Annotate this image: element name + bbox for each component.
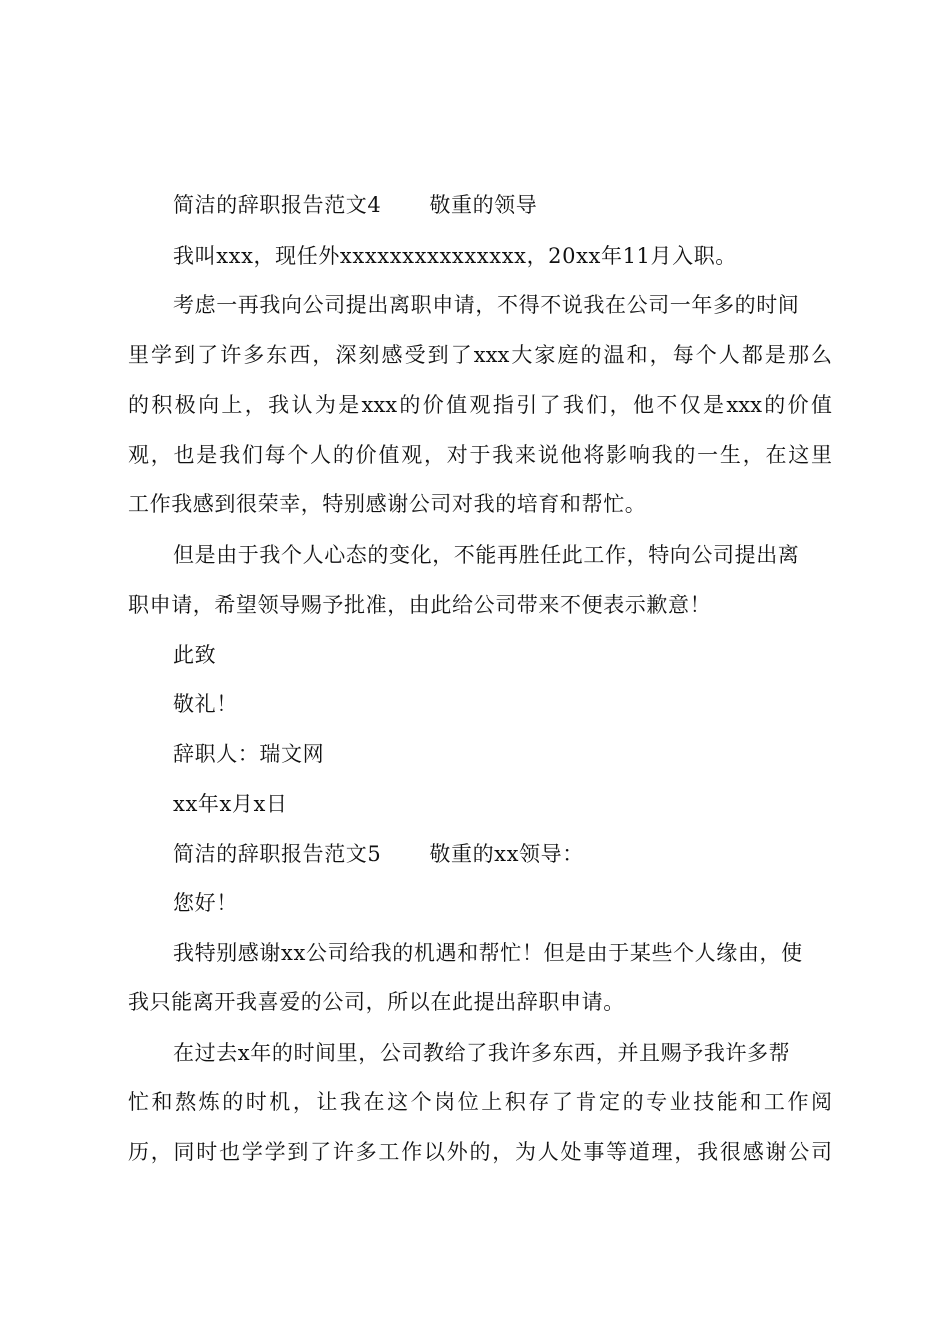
letter-4-closing-2: 敬礼！ xyxy=(173,692,238,716)
letter-4-intro: 我叫xxx，现任外xxxxxxxxxxxxxxx，20xx年11月入职。 xyxy=(173,244,737,268)
letter-4-paragraph-2-line-1: 考虑一再我向公司提出离职申请，不得不说我在公司一年多的时间 xyxy=(173,293,800,317)
heading-4-title: 简洁的辞职报告范文4 xyxy=(173,193,382,217)
heading-4-salutation: 敬重的领导 xyxy=(429,193,538,217)
letter-5-paragraph-1-line-2: 我只能离开我喜爱的公司，所以在此提出辞职申请。 xyxy=(128,990,625,1014)
letter-5-greeting: 您好！ xyxy=(173,891,238,915)
heading-5-title: 简洁的辞职报告范文5 xyxy=(173,842,382,866)
letter-5-paragraph-2-line-3: 历，同时也学学到了许多工作以外的，为人处事等道理，我很感谢公司 xyxy=(128,1140,832,1164)
letter-4-closing-1: 此致 xyxy=(173,643,217,667)
letter-4-paragraph-3-line-2: 职申请，希望领导赐予批准，由此给公司带来不便表示歉意！ xyxy=(128,593,712,617)
letter-4-paragraph-2-line-2: 里学到了许多东西，深刻感受到了xxx大家庭的温和，每个人都是那么 xyxy=(128,343,832,367)
heading-5 xyxy=(173,842,584,866)
letter-4-signer: 辞职人：瑞文网 xyxy=(173,742,325,766)
letter-4-date: xx年x月x日 xyxy=(173,792,288,816)
heading-5-salutation: 敬重的xx领导： xyxy=(429,842,584,866)
heading-4 xyxy=(173,193,537,217)
letter-4-paragraph-2-line-4: 观，也是我们每个人的价值观，对于我来说他将影响我的一生，在这里 xyxy=(128,443,832,467)
letter-5-paragraph-1-line-1: 我特别感谢xx公司给我的机遇和帮忙！但是由于某些个人缘由，使 xyxy=(173,941,803,965)
letter-5-paragraph-2-line-2: 忙和熬炼的时机，让我在这个岗位上积存了肯定的专业技能和工作阅 xyxy=(128,1090,832,1114)
letter-4-paragraph-3-line-1: 但是由于我个人心态的变化，不能再胜任此工作，特向公司提出离 xyxy=(173,543,800,567)
letter-5-paragraph-2-line-1: 在过去x年的时间里，公司教给了我许多东西，并且赐予我许多帮 xyxy=(173,1041,791,1065)
letter-4-paragraph-2-line-3: 的积极向上，我认为是xxx的价值观指引了我们，他不仅是xxx的价值 xyxy=(128,393,832,417)
letter-4-paragraph-2-line-5: 工作我感到很荣幸，特别感谢公司对我的培育和帮忙。 xyxy=(128,492,647,516)
